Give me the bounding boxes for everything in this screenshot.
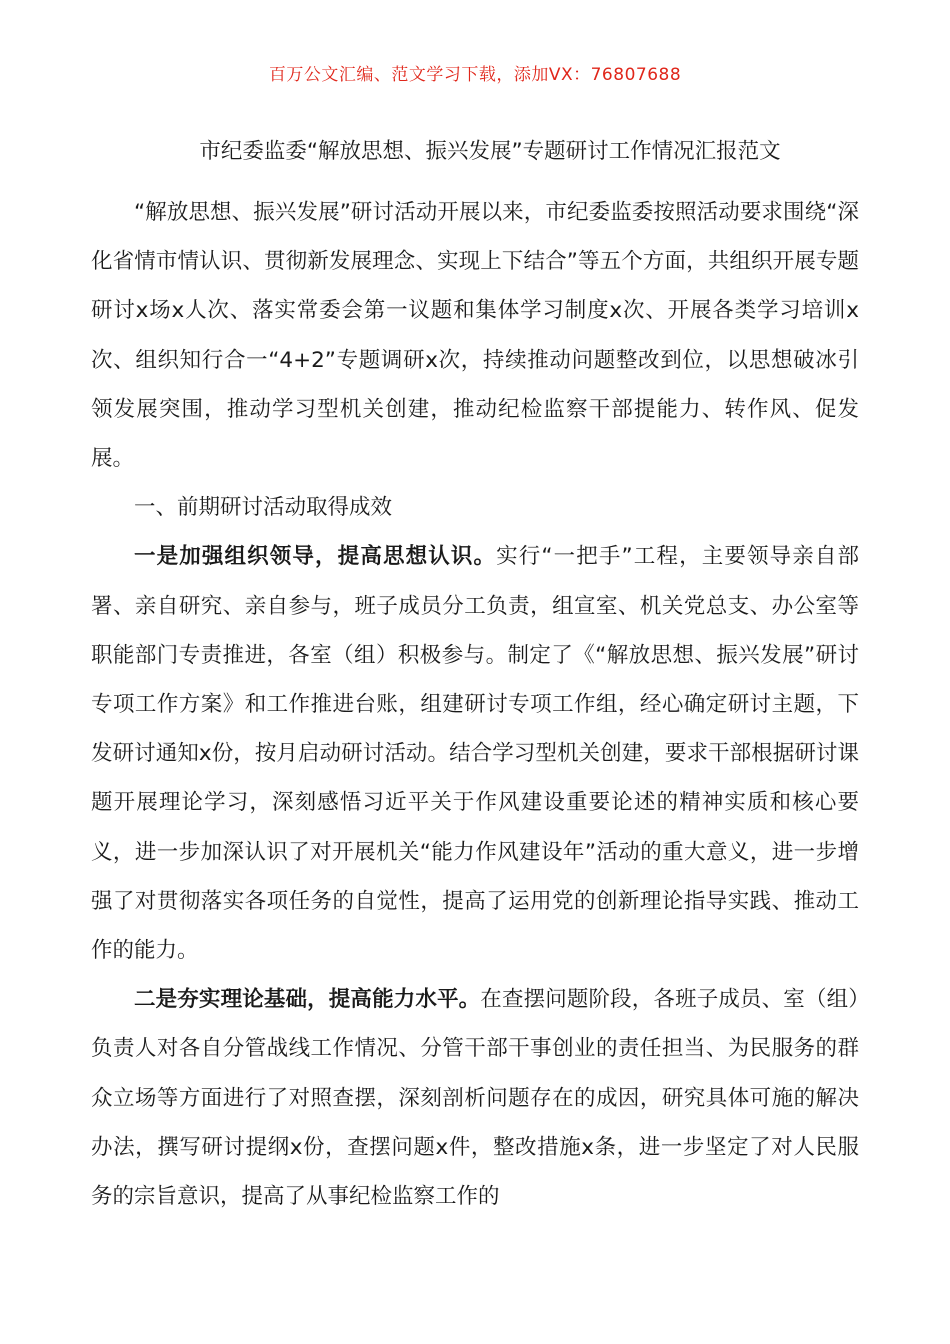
intro-paragraph: “解放思想、振兴发展”研讨活动开展以来，市纪委监委按照活动要求围绕“深化省情市情认识、贯彻新发展理念、实现上下结合”等五个方面，共组织开展专题研讨x场x人次、落实常委会第一议题和集体学习制度x次、开展各类学习培训x次、组织知行合一“4+2”专题调研x次，持续推动问题整改到位，以思想破冰引领发展突围，推动学习型机关创建，推动纪检监察干部提能力、转作风、促发展。: [91, 200, 859, 472]
paragraph-2: [91, 975, 859, 1221]
section-heading: 一、前期研讨活动取得成效: [134, 495, 393, 521]
document-title: 市纪委监委“解放思想、振兴发展”专题研讨工作情况汇报范文: [199, 139, 781, 164]
paragraph-2-lead: 二是夯实理论基础，提高能力水平。: [134, 987, 481, 1013]
paragraph-1-lead: 一是加强组织领导，提高思想认识。: [134, 544, 497, 570]
document-body: [91, 188, 859, 1221]
paragraph-2-text: 在查摆问题阶段，各班子成员、室（组）负责人对各自分管战线工作情况、分管干部干事创业的责任担当、为民服务的群众立场等方面进行了对照查摆，深刻剖析问题存在的成因，研究具体可施的解决办法，撰写研讨提纲x份，查摆问题x件，整改措施x条，进一步坚定了对人民服务的宗旨意识，提高了从事纪检监察工作的: [91, 987, 859, 1210]
header-watermark-note: 百万公文汇编、范文学习下载，添加VX：76807688: [268, 65, 682, 85]
paragraph-1: [91, 532, 859, 975]
paragraph-1-text: 实行“一把手”工程，主要领导亲自部署、亲自研究、亲自参与，班子成员分工负责，组宣室、机关党总支、办公室等职能部门专责推进，各室（组）积极参与。制定了《“解放思想、振兴发展”研讨专项工作方案》和工作推进台账，组建研讨专项工作组，经心确定研讨主题，下发研讨通知x份，按月启动研讨活动。结合学习型机关创建，要求干部根据研讨课题开展理论学习，深刻感悟习近平关于作风建设重要论述的精神实质和核心要义，进一步加深认识了对开展机关“能力作风建设年”活动的重大意义，进一步增强了对贯彻落实各项任务的自觉性，提高了运用党的创新理论指导实践、推动工作的能力。: [91, 544, 859, 964]
